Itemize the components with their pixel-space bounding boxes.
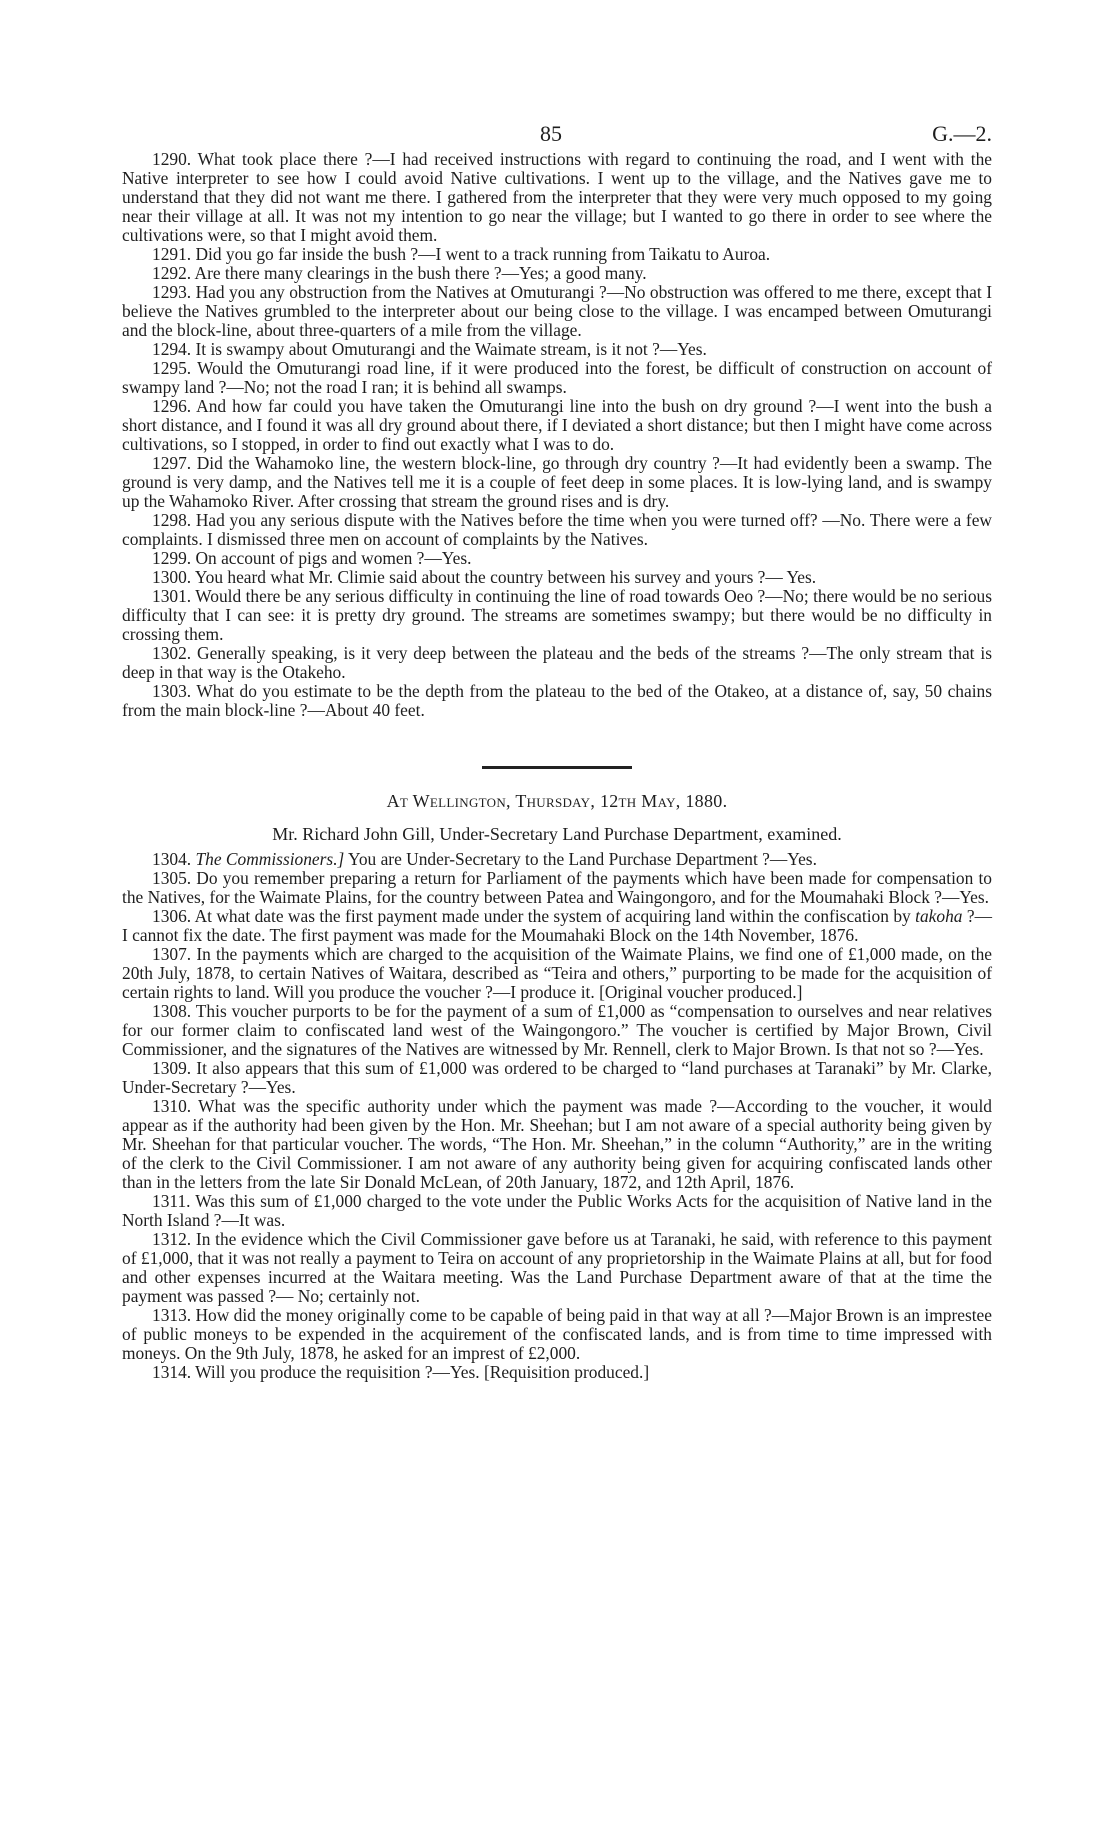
evidence-section-1 xyxy=(122,150,992,720)
paragraph-1309: 1309. It also appears that this sum of £1,000 was ordered to be charged to “land purchases at Taranaki” by Mr. Clarke, Under-Secretary ?—Yes. xyxy=(122,1058,992,1097)
paragraph-1305: 1305. Do you remember preparing a return for Parliament of the payments which have been made for compensation to the Natives, for the Waimate Plains, for the country between Patea and Waingongoro, and for the Moumahaki Block ?—Yes. xyxy=(122,868,992,907)
paragraph-1301: 1301. Would there be any serious difficulty in continuing the line of road towards Oeo ?—No; there would be no serious difficulty that I can see: it is pretty dry ground. The streams are sometimes swampy; but there would be no difficulty in crossing them. xyxy=(122,586,992,644)
paragraph-1294: 1294. It is swampy about Omuturangi and the Waimate stream, is it not ?—Yes. xyxy=(152,339,707,359)
italic-term: takoha xyxy=(915,906,963,926)
page-number: 85 xyxy=(540,121,562,146)
question-text: You are Under-Secretary to the Land Purchase Department ?—Yes. xyxy=(344,849,817,869)
paragraph-1291: 1291. Did you go far inside the bush ?—I went to a track running from Taikatu to Auroa. xyxy=(152,244,771,264)
document-page xyxy=(122,0,992,1382)
section-divider xyxy=(482,766,632,769)
text-before: 1306. At what date was the first payment made under the system of acquiring land within the confiscation by xyxy=(152,906,916,926)
paragraph-1299: 1299. On account of pigs and women ?—Yes. xyxy=(152,548,472,568)
paragraph-1314: 1314. Will you produce the requisition ?—Yes. [Requisition produced.] xyxy=(152,1362,650,1382)
question-number: 1304. xyxy=(152,849,192,869)
paragraph-1308: 1308. This voucher purports to be for the payment of a sum of £1,000 as “compensation to ourselves and near relatives for our former claim to confiscated land west of the Waingongoro.” The voucher is certified by Major Brown, Civil Commissioner, and the signatures of the Natives are witnessed by Mr. Rennell, clerk to Major Brown. Is that not so ?—Yes. xyxy=(122,1001,992,1059)
witness-text: Mr. Richard John Gill, Under-Secretary Land Purchase Department, examined. xyxy=(272,824,842,844)
paragraph-1296: 1296. And how far could you have taken the Omuturangi line into the bush on dry ground ?—I went into the bush a short distance, and I found it was all dry ground about there, if I deviated a short distance; but then I might have come across cultivations, so I stopped, in order to find out exactly what I was to do. xyxy=(122,396,992,454)
page-header xyxy=(122,0,992,150)
paragraph-1297: 1297. Did the Wahamoko line, the western block-line, go through dry country ?—It had evidently been a swamp. The ground is very damp, and the Natives tell me it is a couple of feet deep in some places. It is low-lying land, and is swampy up the Wahamoko River. After crossing that stream the ground rises and is dry. xyxy=(122,453,992,511)
paragraph-1313: 1313. How did the money originally come to be capable of being paid in that way at all ?—Major Brown is an imprestee of public moneys to be expended in the acquirement of the confiscated lands, and is from time to time impressed with moneys. On the 9th July, 1878, he asked for an imprest of £2,000. xyxy=(122,1305,992,1363)
paragraph-1304 xyxy=(122,850,992,869)
paragraph-1298: 1298. Had you any serious dispute with the Natives before the time when you were turned off? —No. There were a few complaints. I dismissed three men on account of complaints by the Natives. xyxy=(122,510,992,549)
paragraph-1293: 1293. Had you any obstruction from the Natives at Omuturangi ?—No obstruction was offered to me there, except that I believe the Natives grumbled to the interpreter about our being close to the village. I was encamped between Omuturangi and the block-line, about three-quarters of a mile from the village. xyxy=(122,282,992,340)
document-reference: G.—2. xyxy=(932,121,992,146)
paragraph-1307: 1307. In the payments which are charged to the acquisition of the Waimate Plains, we find one of £1,000 made, on the 20th July, 1878, to certain Natives of Waitara, described as “Teira and others,” purporting to be made for the acquisition of certain rights to land. Will you produce the voucher ?—I produce it. [Original voucher produced.] xyxy=(122,944,992,1002)
paragraph-1306 xyxy=(122,907,992,945)
paragraph-1310: 1310. What was the specific authority under which the payment was made ?—According to the voucher, it would appear as if the authority had been given by the Hon. Mr. Sheehan; but I am not aware of a special authority being given by Mr. Sheehan for that particular voucher. The words, “The Hon. Mr. Sheehan,” in the column “Authority,” are in the writing of the clerk to the Civil Commissioner. I am not aware of any authority being given for acquiring confiscated lands other than in the letters from the late Sir Donald McLean, of 20th January, 1872, and 12th April, 1876. xyxy=(122,1096,992,1192)
text-after: ?—I cannot fix the date. The first payment was made for the Moumahaki Block on the 14th November, 1876. xyxy=(122,906,992,945)
evidence-section-2 xyxy=(122,850,992,1382)
paragraph-1303: 1303. What do you estimate to be the depth from the plateau to the bed of the Otakeo, at a distance of, say, 50 chains from the main block-line ?—About 40 feet. xyxy=(122,681,992,720)
paragraph-1290: 1290. What took place there ?—I had received instructions with regard to continuing the road, and I went with the Native interpreter to see how I could avoid Native cultivations. I went up to the village, and the Natives gave me to understand that they did not want me there. I gathered from the interpreter that they were very much opposed to my going near their village at all. It was not my intention to go near the village; but I wanted to go there in order to see where the cultivations were, so that I might avoid them. xyxy=(122,149,992,245)
paragraph-1300: 1300. You heard what Mr. Climie said about the country between his survey and yours ?— Yes. xyxy=(152,567,817,587)
hearing-heading: At Wellington, Thursday, 12th May, 1880. xyxy=(386,791,728,811)
paragraph-1311: 1311. Was this sum of £1,000 charged to the vote under the Public Works Acts for the acquisition of Native land in the North Island ?—It was. xyxy=(122,1191,992,1230)
paragraph-1312: 1312. In the evidence which the Civil Commissioner gave before us at Taranaki, he said, with reference to this payment of £1,000, that it was not really a payment to Teira on account of any proprietorship in the Waimate Plains at all, but for food and other expenses incurred at the Waitara meeting. Was the Land Purchase Department aware of that at the time the payment was passed ?— No; certainly not. xyxy=(122,1229,992,1306)
witness-line xyxy=(122,825,992,844)
paragraph-1292: 1292. Are there many clearings in the bush there ?—Yes; a good many. xyxy=(152,263,647,283)
paragraph-1295: 1295. Would the Omuturangi road line, if it were produced into the forest, be difficult of construction on account of swampy land ?—No; not the road I ran; it is behind all swamps. xyxy=(122,358,992,397)
paragraph-1302: 1302. Generally speaking, is it very deep between the plateau and the beds of the streams ?—The only stream that is deep in that way is the Otakeho. xyxy=(122,643,992,682)
speaker-label: The Commissioners.] xyxy=(195,849,345,869)
